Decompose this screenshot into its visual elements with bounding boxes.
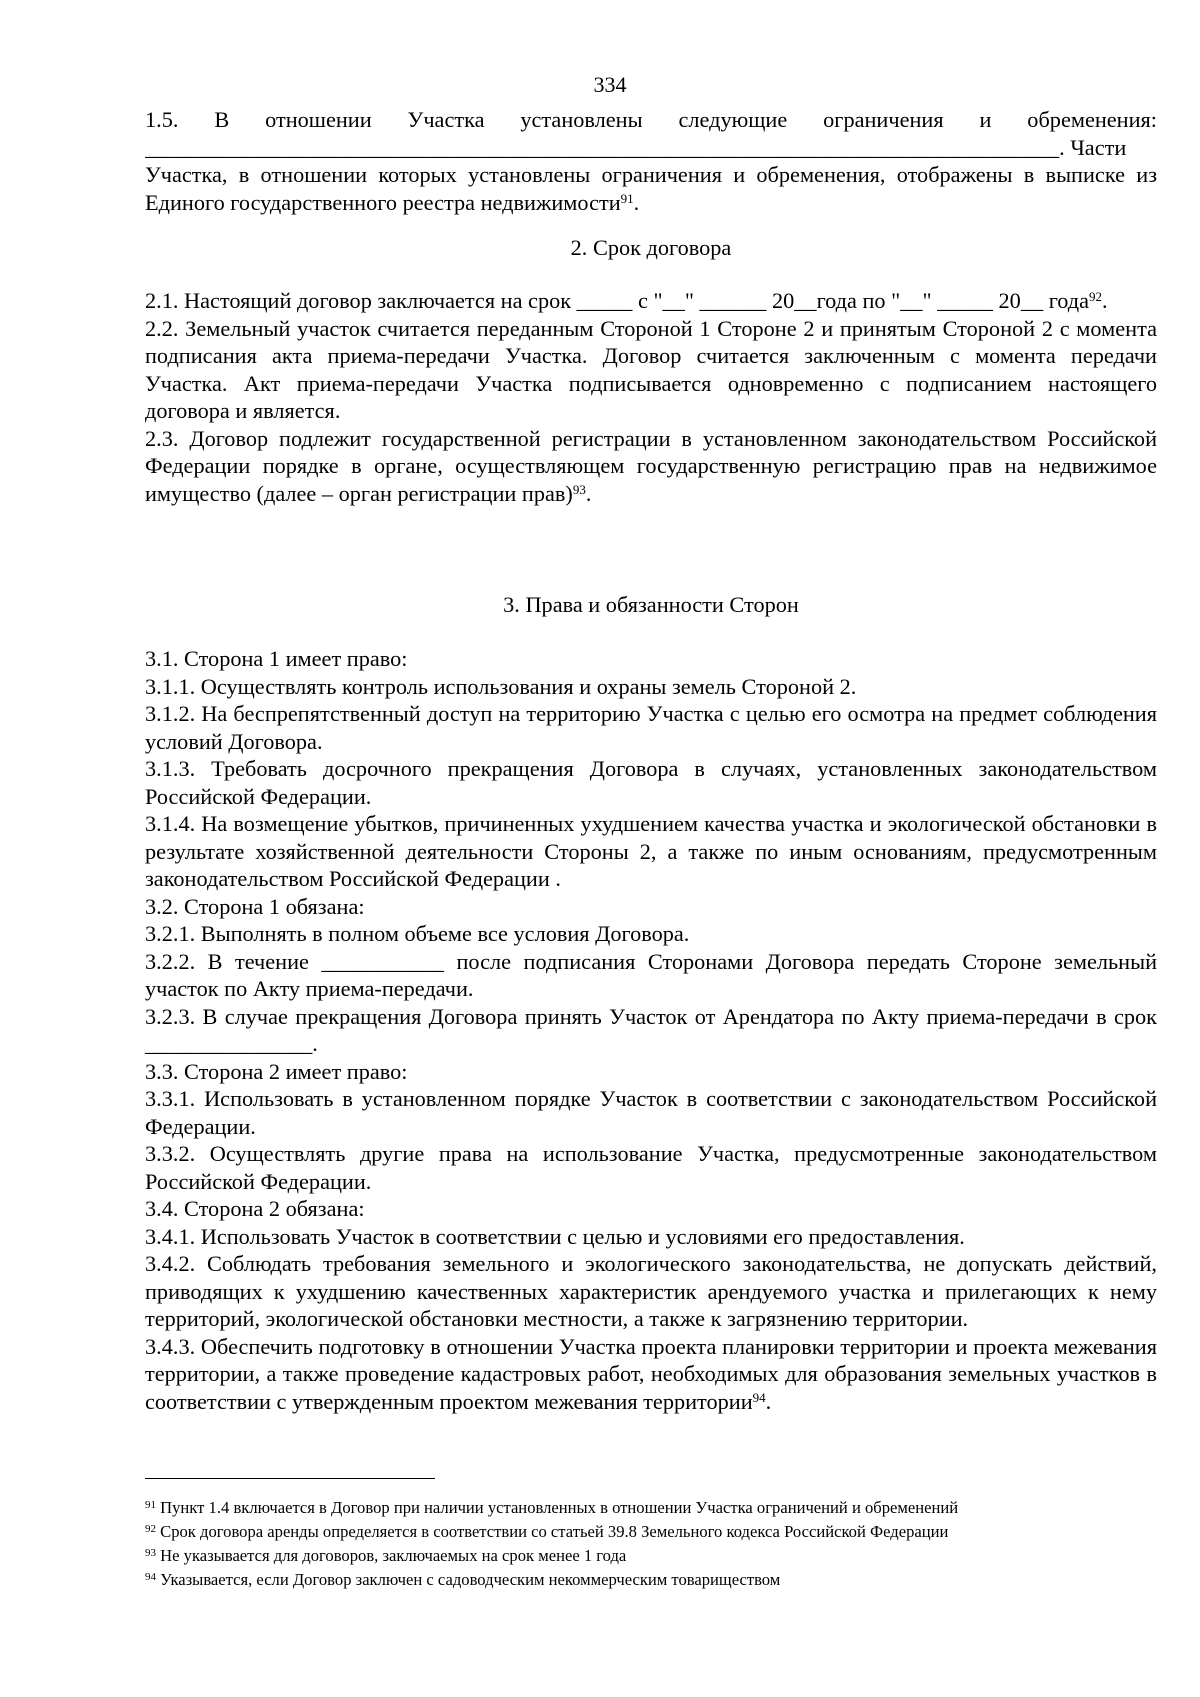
clause-1-5 bbox=[145, 106, 1157, 216]
footnote-text: Срок договора аренды определяется в соответствии со статьей 39.8 Земельного кодекса Российской Федерации bbox=[156, 1522, 949, 1541]
footnote-ref-91: 91 bbox=[620, 190, 634, 206]
clause-3-4-1: 3.4.1. Использовать Участок в соответствии с целью и условиями его предоставления. bbox=[145, 1223, 965, 1249]
clause-3-3-1: 3.3.1. Использовать в установленном порядке Участок в соответствии с законодательством Российской Федерации. bbox=[145, 1086, 1157, 1139]
clause-3-4: 3.4. Сторона 2 обязана: bbox=[145, 1196, 365, 1221]
clause-3-1-4: 3.1.4. На возмещение убытков, причиненных ухудшением качества участка и экологической обстановки в результате хозяйственной деятельности Стороны 2, а также по иным основаниям, предусмотренным законодательством Российской Федерации . bbox=[145, 811, 1157, 891]
footnote-91 bbox=[145, 1497, 1175, 1519]
clause-3-2: 3.2. Сторона 1 обязана: bbox=[145, 893, 365, 919]
clause-3-4-3: 3.4.3. Обеспечить подготовку в отношении Участка проекта планировки территории и проекта межевания территории, а также проведение кадастровых работ, необходимых для образования земельных участков в соответствии с утвержденным проектом межевания территории$^{94}$. bbox=[145, 1333, 1157, 1414]
section-2-heading: 2. Срок договора bbox=[570, 235, 732, 260]
section-3 bbox=[145, 591, 1157, 619]
clause-1-5-rest: Участка, в отношении которых установлены ограничения и обременения, отображены в выписке из Единого государственного реестра недвижимости$^{91}$. bbox=[145, 162, 1157, 215]
footnote-ref-93: 93 bbox=[572, 481, 586, 497]
section-2-body bbox=[145, 287, 1157, 507]
footnote-number: 92 bbox=[145, 1523, 156, 1535]
footnote-ref-94: 94 bbox=[752, 1389, 766, 1405]
clause-2-3: 2.3. Договор подлежит государственной регистрации в установленном законодательством Российской Федерации порядке в органе, осуществляющем государственную регистрацию прав на недвижимое имущество (далее – орган регистрации прав)$^{93}$. bbox=[145, 425, 1157, 506]
clause-2-1: 2.1. Настоящий договор заключается на срок _____ с "__" ______ 20__года по "__" _____ 20__ года$^{92}$. bbox=[145, 288, 1108, 313]
footnote-text: Пункт 1.4 включается в Договор при наличии установленных в отношении Участка ограничений и обременений bbox=[156, 1498, 959, 1517]
footnote-94 bbox=[145, 1569, 1175, 1591]
clause-3-1-2: 3.1.2. На беспрепятственный доступ на территорию Участка с целью его осмотра на предмет соблюдения условий Договора. bbox=[145, 701, 1157, 754]
clause-1-5-line1: 1.5. В отношении Участка установлены следующие ограничения и обременения: bbox=[145, 107, 1157, 132]
page-number: 334 bbox=[593, 72, 627, 97]
clause-3-3: 3.3. Сторона 2 имеет право: bbox=[145, 1058, 408, 1084]
clause-3-2-2: 3.2.2. В течение ___________ после подписания Сторонами Договора передать Стороне земельный участок по Акту приема-передачи. bbox=[145, 948, 1157, 1001]
footnote-number: 91 bbox=[145, 1499, 156, 1511]
footnote-92 bbox=[145, 1521, 1175, 1543]
clause-3-2-1: 3.2.1. Выполнять в полном объеме все условия Договора. bbox=[145, 921, 690, 946]
footnote-ref-92: 92 bbox=[1089, 289, 1103, 304]
footnote-93 bbox=[145, 1545, 1175, 1567]
clause-3-1-3: 3.1.3. Требовать досрочного прекращения Договора в случаях, установленных законодательством Российской Федерации. bbox=[145, 756, 1157, 809]
section-2 bbox=[145, 234, 1157, 262]
footnote-number: 93 bbox=[145, 1547, 156, 1559]
clause-1-5-line2: __________________________________________________________________________________. Части bbox=[145, 134, 1127, 160]
footnote-text: Не указывается для договоров, заключаемых на срок менее 1 года bbox=[156, 1546, 627, 1565]
footnote-text: Указывается, если Договор заключен с садоводческим некоммерческим товариществом bbox=[156, 1570, 781, 1589]
clause-3-2-3: 3.2.3. В случае прекращения Договора принять Участок от Арендатора по Акту приема-передачи в срок _______________. bbox=[145, 1003, 1157, 1056]
clause-3-3-2: 3.3.2. Осуществлять другие права на использование Участка, предусмотренные законодательством Российской Федерации. bbox=[145, 1141, 1157, 1194]
section-3-heading: 3. Права и обязанности Сторон bbox=[503, 592, 799, 617]
clause-3-1: 3.1. Сторона 1 имеет право: bbox=[145, 646, 408, 671]
section-3-body bbox=[145, 645, 1157, 1415]
footnote-separator bbox=[145, 1478, 435, 1479]
clause-3-4-2: 3.4.2. Соблюдать требования земельного и экологического законодательства, не допускать действий, приводящих к ухудшению качественных характеристик арендуемого участка и прилегающих к нему территорий, экологической обстановки местности, а также к загрязнению территории. bbox=[145, 1251, 1157, 1331]
footnote-number: 94 bbox=[145, 1571, 156, 1583]
clause-2-2: 2.2. Земельный участок считается переданным Стороной 1 Стороне 2 и принятым Стороной 2 с момента подписания акта приема-передачи Участка. Договор считается заключенным с момента передачи Участка. Акт приема-передачи Участка подписывается одновременно с подписанием настоящего договора и является. bbox=[145, 315, 1157, 423]
clause-3-1-1: 3.1.1. Осуществлять контроль использования и охраны земель Стороной 2. bbox=[145, 673, 857, 699]
